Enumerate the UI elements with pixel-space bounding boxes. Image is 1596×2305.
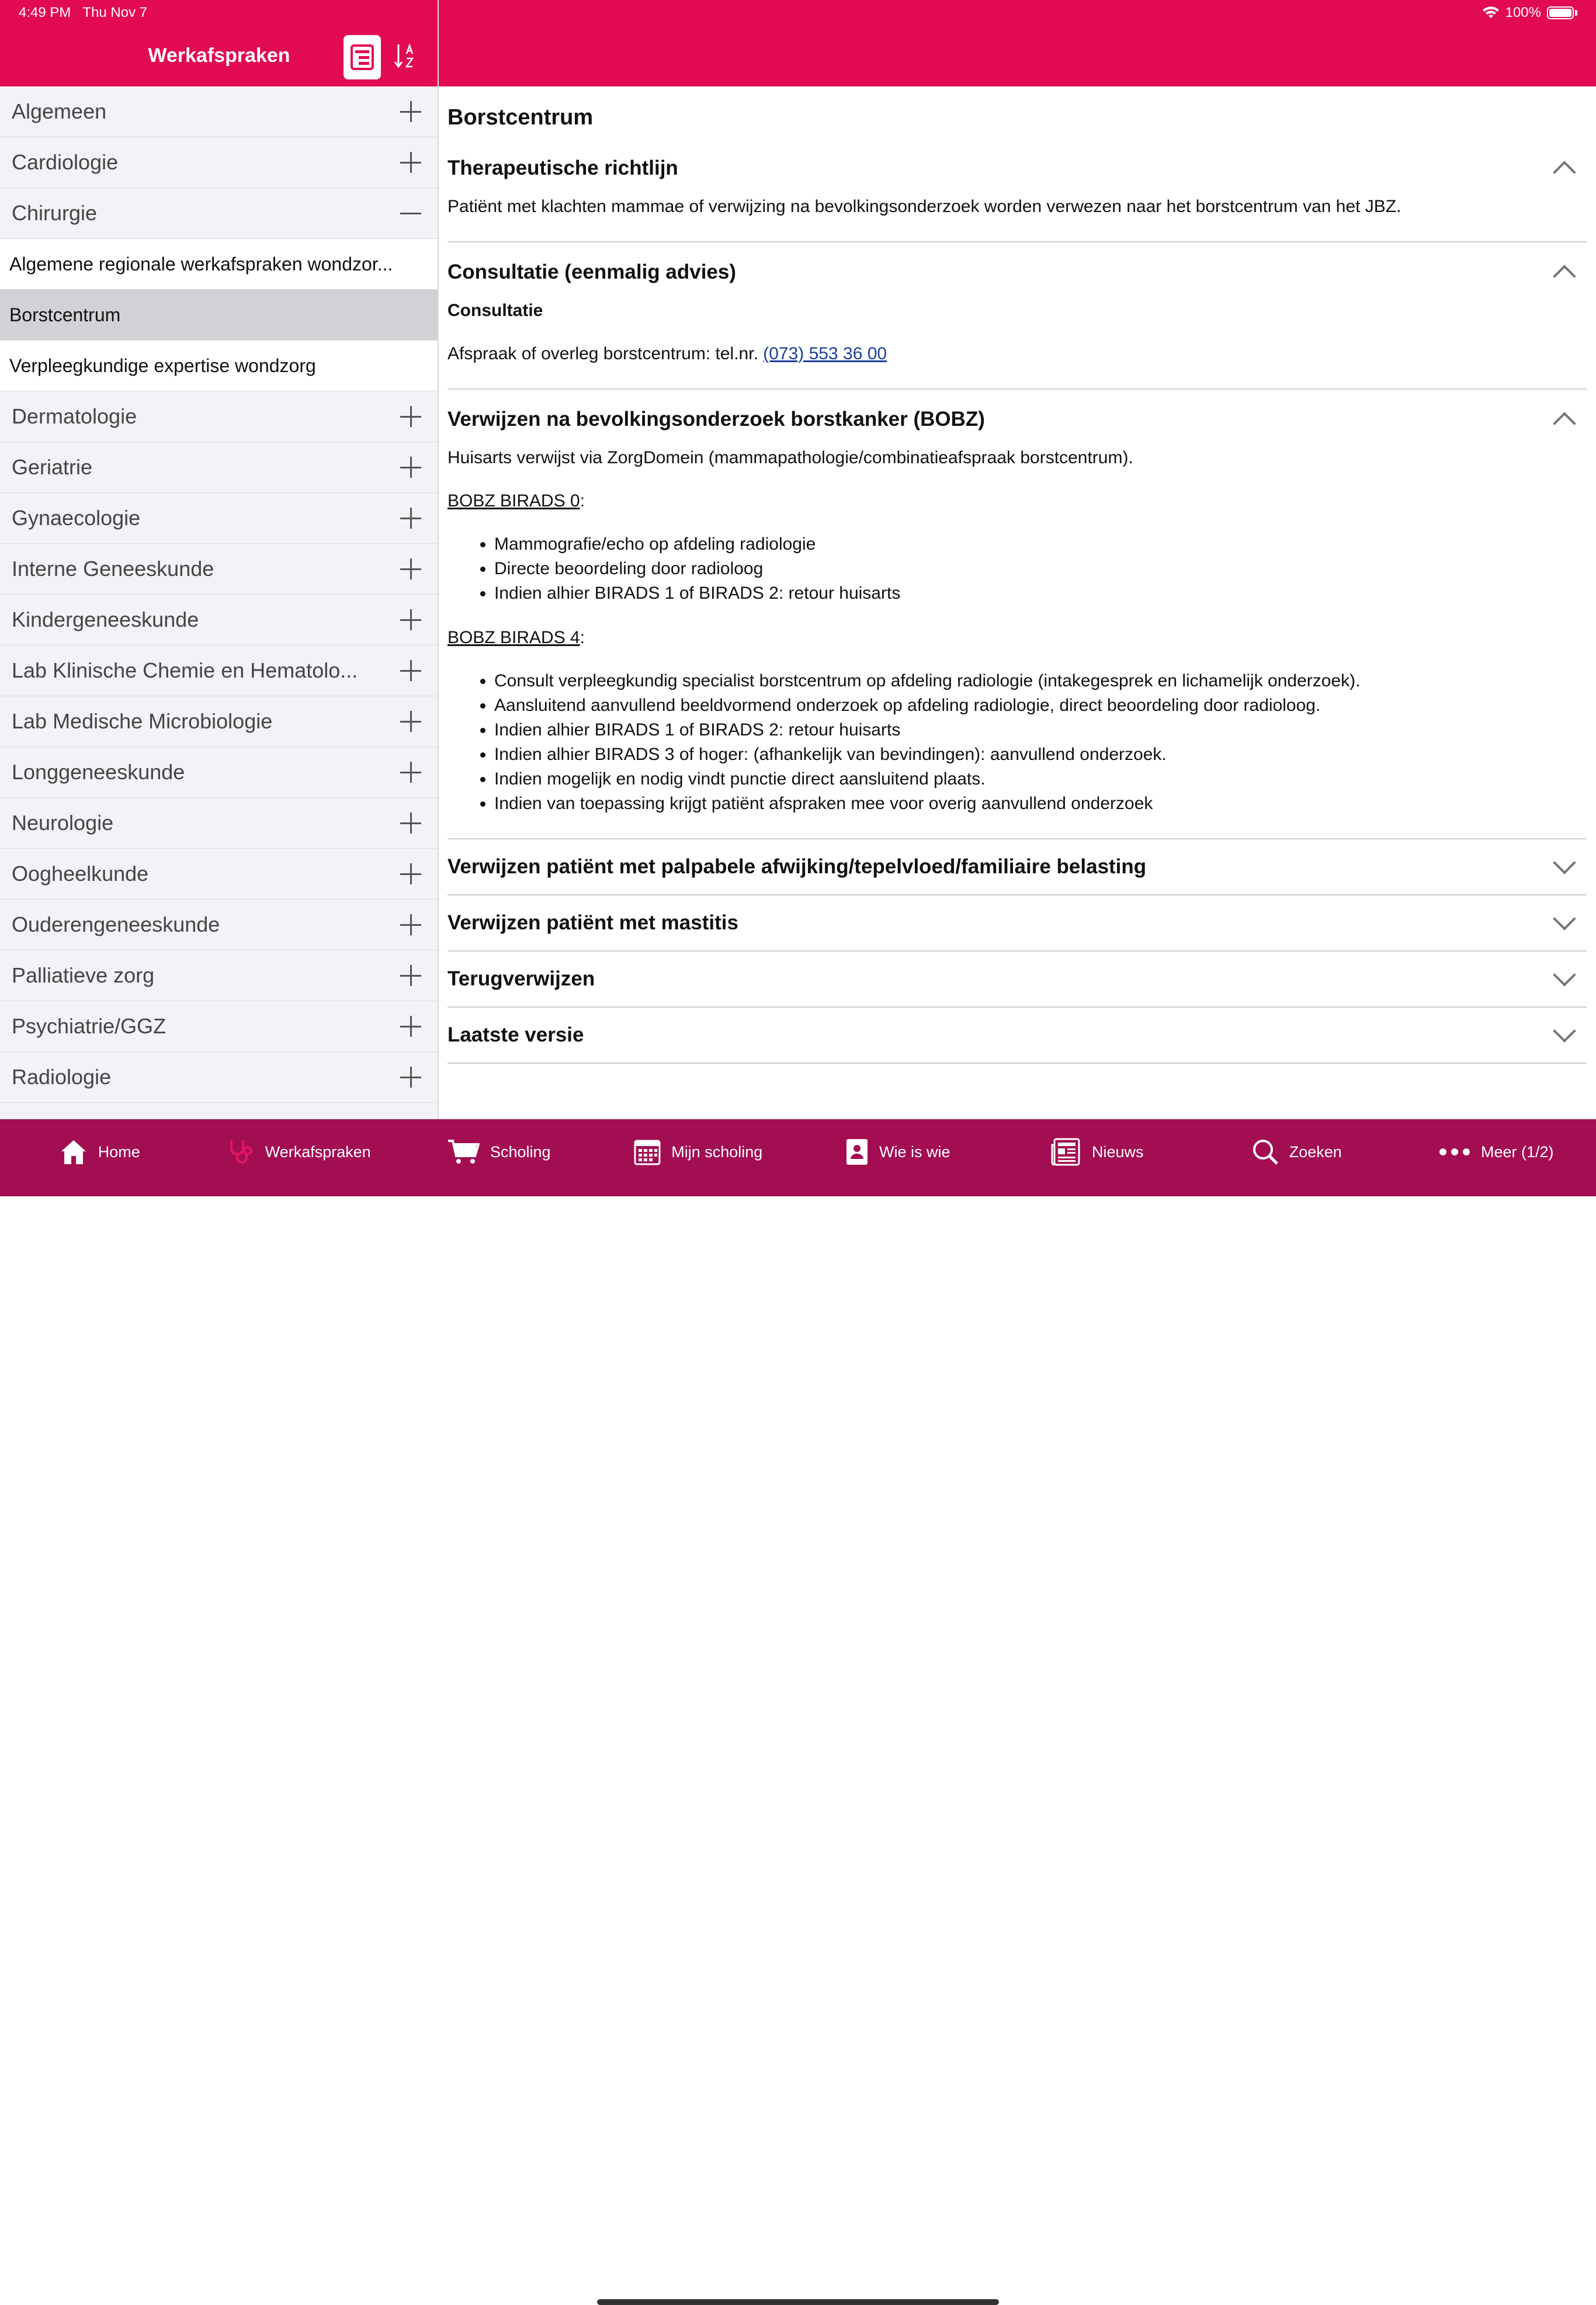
section-verwijzen-bobz	[447, 393, 1587, 839]
plus-icon	[400, 609, 421, 630]
plus-icon	[400, 813, 421, 834]
section-verwijzen-palpabele-afwijking	[447, 839, 1587, 895]
section-heading: Verwijzen patiënt met mastitis	[447, 911, 738, 935]
section-consultatie	[447, 246, 1587, 390]
sidebar-item-label: Geriatrie	[12, 455, 92, 480]
tab-werkafspraken[interactable]	[200, 1119, 400, 1196]
sidebar-item-label: Psychiatrie/GGZ	[12, 1014, 166, 1039]
section-laatste-versie	[447, 1008, 1587, 1064]
tab-label: Werkafspraken	[265, 1143, 371, 1161]
tab-nieuws[interactable]	[998, 1119, 1198, 1196]
section-header[interactable]	[447, 393, 1587, 446]
plus-icon	[400, 965, 421, 986]
sidebar-item-chirurgie[interactable]	[0, 188, 438, 239]
sidebar-item-oogheelkunde[interactable]	[0, 849, 438, 900]
status-date: Thu Nov 7	[82, 5, 147, 20]
sidebar	[0, 86, 438, 1119]
news-icon	[1051, 1138, 1081, 1166]
tab-zoeken[interactable]	[1197, 1119, 1397, 1196]
chevron-down-icon	[1553, 963, 1576, 987]
page-title: Borstcentrum	[447, 105, 1587, 130]
sidebar-item-label: Cardiologie	[12, 150, 118, 175]
home-indicator	[597, 2299, 999, 2305]
minus-icon	[400, 203, 421, 224]
top-bar	[0, 0, 1596, 86]
tab-bar	[0, 1119, 1596, 1196]
list-item: • Indien alhier BIRADS 3 of hoger: (afhankelijk van bevindingen): aanvullend onderzoek.	[494, 742, 1587, 767]
sidebar-item-label: Algemene regionale werkafspraken wondzor...	[9, 254, 393, 275]
subheading-consultatie: Consultatie	[447, 298, 1587, 323]
cart-icon	[447, 1138, 480, 1165]
birads4-heading: BOBZ BIRADS 4:	[447, 626, 1587, 650]
plus-icon	[400, 914, 421, 935]
consultatie-text	[447, 342, 1587, 366]
bobz-intro: Huisarts verwijst via ZorgDomein (mammapathologie/combinatieafspraak borstcentrum).	[447, 446, 1587, 470]
section-header[interactable]	[447, 895, 1587, 950]
sidebar-item-kindergeneeskunde[interactable]	[0, 595, 438, 645]
birads4-label: BOBZ BIRADS 4	[447, 628, 580, 647]
section-header[interactable]	[447, 1008, 1587, 1063]
sidebar-item-psychiatrie-ggz[interactable]	[0, 1001, 438, 1052]
tab-label: Wie is wie	[879, 1143, 950, 1161]
list-item: • Mammografie/echo op afdeling radiologie	[494, 532, 1587, 557]
plus-icon	[400, 1016, 421, 1037]
section-heading: Terugverwijzen	[447, 967, 595, 991]
sidebar-item-gynaecologie[interactable]	[0, 493, 438, 544]
phone-link[interactable]: (073) 553 36 00	[763, 344, 887, 363]
status-time: 4:49 PM	[19, 5, 71, 20]
sidebar-item-label: Neurologie	[12, 811, 113, 835]
plus-icon	[400, 1067, 421, 1088]
sidebar-item-label: Dermatologie	[12, 404, 137, 429]
tab-label: Nieuws	[1092, 1143, 1144, 1161]
birads0-label: BOBZ BIRADS 0	[447, 491, 580, 511]
plus-icon	[400, 711, 421, 732]
sidebar-subitem-verpleegkundige-wondzorg[interactable]	[0, 341, 438, 391]
chevron-up-icon	[1553, 265, 1576, 288]
sidebar-item-geriatrie[interactable]	[0, 442, 438, 493]
sidebar-item-label: Gynaecologie	[12, 506, 140, 530]
sidebar-item-label: Chirurgie	[12, 201, 97, 225]
sidebar-item-label: Ouderengeneeskunde	[12, 912, 220, 937]
sidebar-item-radiologie[interactable]	[0, 1052, 438, 1103]
sidebar-item-ouderengeneeskunde[interactable]	[0, 900, 438, 950]
plus-icon	[400, 508, 421, 529]
list-item: • Indien van toepassing krijgt patiënt afspraken mee voor overig aanvullend onderzoek	[494, 792, 1587, 816]
section-text: Patiënt met klachten mammae of verwijzing na bevolkingsonderzoek worden verwezen naar het borstcentrum van het JBZ.	[447, 195, 1587, 219]
sidebar-item-label: Longgeneeskunde	[12, 760, 185, 784]
section-verwijzen-mastitis	[447, 895, 1587, 952]
plus-icon	[400, 558, 421, 579]
sidebar-item-label: Verpleegkundige expertise wondzorg	[9, 355, 316, 377]
search-icon	[1252, 1138, 1279, 1165]
birads0-heading: BOBZ BIRADS 0:	[447, 489, 1587, 513]
birads4-list	[447, 669, 1587, 816]
sidebar-item-label: Palliatieve zorg	[12, 963, 154, 988]
list-view-button[interactable]	[344, 35, 381, 79]
section-heading: Therapeutische richtlijn	[447, 157, 678, 180]
sidebar-item-label: Lab Medische Microbiologie	[12, 709, 272, 734]
tab-meer[interactable]	[1397, 1119, 1596, 1196]
sidebar-item-neurologie[interactable]	[0, 798, 438, 849]
chevron-down-icon	[1553, 907, 1576, 931]
list-item: • Aansluitend aanvullend beeldvormend onderzoek op afdeling radiologie, direct beoordeling door radioloog.	[494, 693, 1587, 718]
sort-az-button[interactable]	[394, 42, 419, 70]
sidebar-item-interne-geneeskunde[interactable]	[0, 544, 438, 595]
section-heading: Verwijzen na bevolkingsonderzoek borstkanker (BOBZ)	[447, 408, 985, 431]
sidebar-subitem-wondzorg-regionaal[interactable]	[0, 239, 438, 290]
tab-label: Zoeken	[1289, 1143, 1342, 1161]
tab-scholing[interactable]	[399, 1119, 599, 1196]
tab-label: Scholing	[490, 1143, 551, 1161]
sidebar-item-label: Borstcentrum	[9, 304, 120, 326]
plus-icon	[400, 101, 421, 122]
birads0-list	[447, 532, 1587, 606]
plus-icon	[400, 406, 421, 427]
plus-icon	[400, 863, 421, 884]
tab-label: Mijn scholing	[671, 1143, 762, 1161]
sidebar-item-lab-klinische-chemie[interactable]	[0, 645, 438, 696]
calendar-icon	[634, 1138, 661, 1165]
tab-home[interactable]	[0, 1119, 200, 1196]
list-item: • Indien alhier BIRADS 1 of BIRADS 2: retour huisarts	[494, 718, 1587, 742]
tab-label: Meer (1/2)	[1481, 1143, 1554, 1161]
sort-az-icon	[394, 42, 419, 70]
section-heading: Verwijzen patiënt met palpabele afwijking/tepelvloed/familiaire belasting	[447, 855, 1146, 879]
tab-wie-is-wie[interactable]	[798, 1119, 998, 1196]
sidebar-item-label: Interne Geneeskunde	[12, 557, 214, 581]
detail-content[interactable]	[447, 86, 1587, 1119]
sidebar-item-label: Kindergeneeskunde	[12, 608, 199, 632]
battery-tip	[1575, 10, 1577, 16]
person-badge-icon	[845, 1138, 869, 1166]
sidebar-item-lab-medische-microbiologie[interactable]	[0, 696, 438, 747]
sidebar-item-cardiologie[interactable]	[0, 137, 438, 188]
sidebar-item-palliatieve-zorg[interactable]	[0, 950, 438, 1001]
section-therapeutische-richtlijn	[447, 142, 1587, 242]
tab-label: Home	[98, 1143, 140, 1161]
sidebar-item-dermatologie[interactable]	[0, 391, 438, 442]
status-right	[1482, 5, 1577, 21]
sidebar-item-longgeneeskunde[interactable]	[0, 747, 438, 798]
chevron-down-icon	[1553, 851, 1576, 874]
section-header[interactable]	[447, 952, 1587, 1006]
wifi-icon	[1482, 6, 1500, 19]
more-dots-icon	[1439, 1148, 1470, 1156]
chevron-up-icon	[1553, 161, 1576, 184]
sidebar-item-label: Algemeen	[12, 99, 106, 124]
list-item: • Indien mogelijk en nodig vindt punctie direct aansluitend plaats.	[494, 767, 1587, 792]
list-item: • Indien alhier BIRADS 1 of BIRADS 2: retour huisarts	[494, 581, 1587, 606]
section-header[interactable]	[447, 142, 1587, 195]
home-icon	[60, 1138, 88, 1165]
chevron-up-icon	[1553, 412, 1576, 435]
status-time-date	[19, 5, 147, 21]
battery-icon	[1547, 6, 1574, 19]
stethoscope-icon	[228, 1138, 255, 1166]
sidebar-item-label: Lab Klinische Chemie en Hematolo...	[12, 658, 358, 683]
section-heading: Consultatie (eenmalig advies)	[447, 261, 736, 284]
section-header[interactable]	[447, 839, 1587, 894]
plus-icon	[400, 762, 421, 783]
plus-icon	[400, 457, 421, 478]
split-divider	[438, 0, 439, 1119]
section-terugverwijzen	[447, 952, 1587, 1008]
section-body	[447, 195, 1587, 241]
sidebar-item-label: Oogheelkunde	[12, 862, 148, 886]
plus-icon	[400, 152, 421, 173]
list-view-icon	[351, 44, 374, 70]
section-body	[447, 298, 1587, 388]
plus-icon	[400, 660, 421, 681]
battery-percent: 100%	[1505, 5, 1541, 21]
chevron-down-icon	[1553, 1019, 1576, 1043]
sidebar-item-algemeen[interactable]	[0, 86, 438, 137]
sidebar-item-label: Radiologie	[12, 1065, 111, 1089]
section-header[interactable]	[447, 246, 1587, 298]
tab-mijn-scholing[interactable]	[599, 1119, 799, 1196]
section-heading: Laatste versie	[447, 1023, 584, 1047]
section-body	[447, 446, 1587, 838]
sidebar-subitem-borstcentrum[interactable]	[0, 290, 438, 341]
consultatie-prefix: Afspraak of overleg borstcentrum: tel.nr.	[447, 344, 763, 363]
list-item: • Directe beoordeling door radioloog	[494, 557, 1587, 581]
list-item: • Consult verpleegkundig specialist borstcentrum op afdeling radiologie (intakegesprek en lichamelijk onderzoek).	[494, 669, 1587, 693]
nav-title: Werkafspraken	[0, 44, 438, 67]
